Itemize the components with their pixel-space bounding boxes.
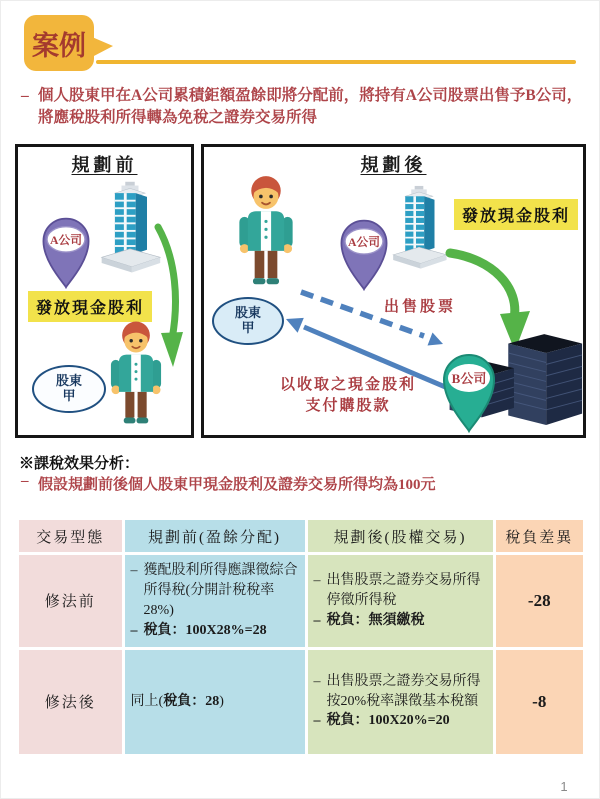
shareholder-label-line2: 甲 [241,320,255,335]
page-number: 1 [560,779,568,794]
row1-diff: -28 [496,555,583,647]
page-title: 案例 [32,30,86,61]
payment-label-line1: 以收取之現金股利 [279,377,416,393]
row1-before-item2: 稅負：100X28%=28 [143,622,267,638]
row2-before-cell [125,650,305,754]
row2-after-item1: 出售股票之證券交易所得按20%稅率課徵基本稅額 [326,673,481,709]
bullet-dash: – [21,87,29,104]
row2-type: 修法後 [19,650,122,754]
after-plan-title: 規劃後 [360,155,427,175]
bullet-dash: – [313,572,321,588]
shareholder-ellipse [212,297,284,345]
before-plan-box [15,144,194,438]
company-a-pin-label: A公司 [50,233,82,247]
company-a-building-icon [388,183,450,275]
shareholder-person-icon [232,175,300,295]
tax-comparison-table [16,517,586,757]
bullet-dash: – [313,713,321,729]
assumption-bullet [21,473,581,494]
company-a-pin-icon [36,215,96,289]
shareholder-person-icon [104,321,168,433]
company-a-pin-icon [334,217,394,291]
table-row [19,650,583,754]
row2-diff: -8 [496,650,583,754]
intro-bullet [21,85,585,130]
intro-text: 個人股東甲在A公司累積鉅額盈餘即將分配前，將持有A公司股票出售予B公司，將應稅股利所得轉為免稅之證券交易所得 [38,87,583,127]
title-bubble-pointer-icon [92,37,113,57]
header-after-plan: 規劃後(股權交易) [308,520,493,552]
row1-after-cell [308,555,493,647]
shareholder-label-line2: 甲 [62,388,76,403]
payment-label-line2: 支付購股款 [305,398,391,414]
header-tax-difference: 稅負差異 [496,520,583,552]
after-plan-box [201,144,586,438]
case-title-bubble [24,15,94,71]
dividend-label: 發放現金股利 [28,291,152,322]
row2-before-bold: 稅負：28 [163,693,220,709]
shareholder-ellipse [32,365,106,413]
header-before-plan: 規劃前(盈餘分配) [125,520,305,552]
sell-stock-label: 出售股票 [384,299,457,315]
bullet-dash: – [130,622,138,638]
bullet-dash: – [21,473,29,489]
row1-before-cell [125,555,305,647]
row2-after-item2: 稅負：100X20%=20 [326,713,450,729]
shareholder-label-line1: 股東 [55,373,82,389]
bullet-dash: – [130,563,138,578]
company-b-pin-icon [437,351,501,433]
bullet-dash: – [313,673,321,689]
dividend-label: 發放現金股利 [454,199,578,230]
title-underline [96,60,576,64]
shareholder-label-line1: 股東 [234,305,261,321]
row1-after-item1: 出售股票之證券交易所得停徵所得稅 [326,572,481,608]
row1-after-item2: 稅負：無須繳稅 [326,612,425,628]
table-header-row [19,520,583,552]
row1-type: 修法前 [19,555,122,647]
row2-after-cell [308,650,493,754]
bullet-dash: – [313,612,321,628]
company-b-pin-label: B公司 [451,371,487,386]
before-plan-title: 規劃前 [71,155,138,175]
company-a-pin-label: A公司 [348,235,380,249]
payment-label [260,373,436,415]
row1-before-item1: 獲配股利所得應課徵綜合所得稅(分開計稅稅率28%) [143,563,298,618]
row2-before-prefix: 同上( [130,693,164,709]
analysis-heading: ※課稅效果分析： [19,456,140,472]
row2-before-suffix: ) [219,693,224,709]
header-transaction-type: 交易型態 [19,520,122,552]
table-row [19,555,583,647]
assumption-text: 假設規劃前後個人股東甲現金股利及證券交易所得均為100元 [38,477,436,493]
